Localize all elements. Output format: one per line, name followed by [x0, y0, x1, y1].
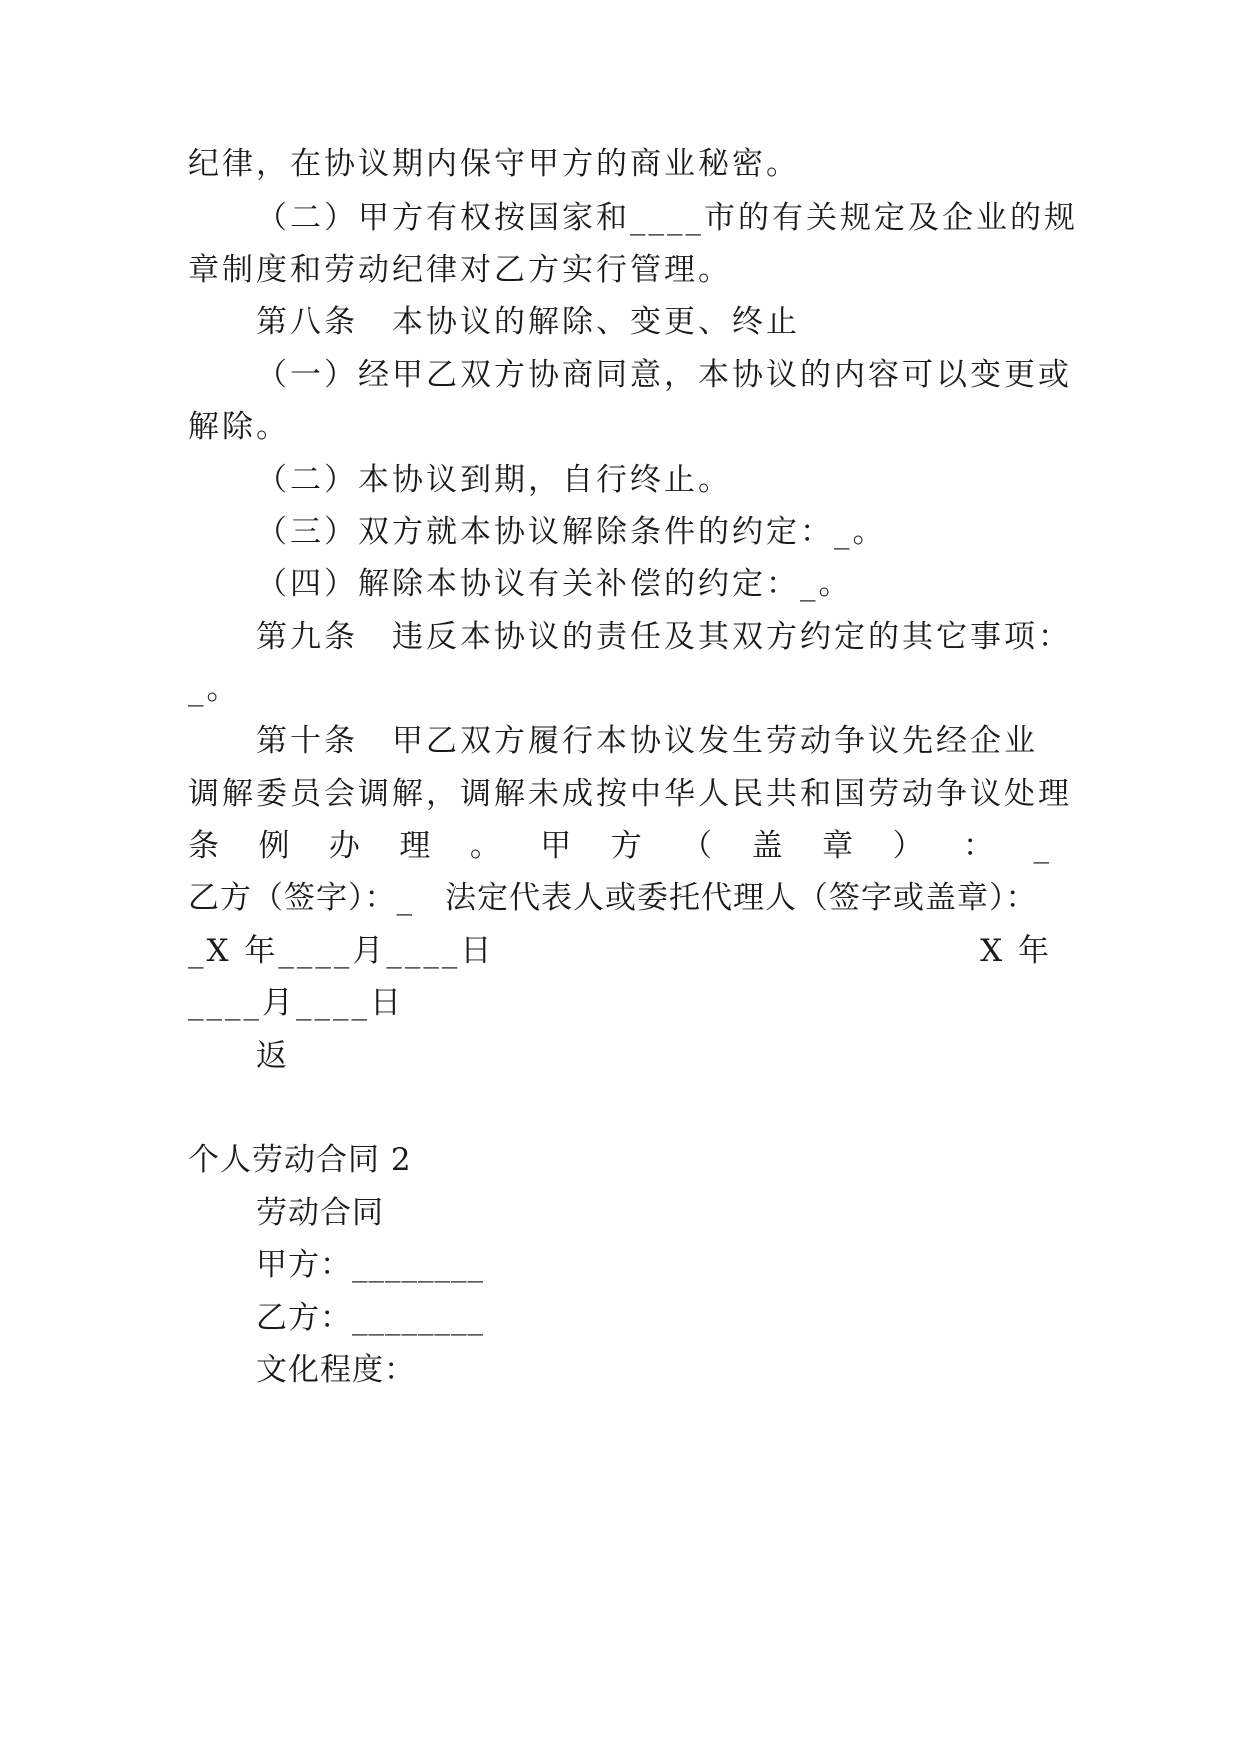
section-title: 个人劳动合同 2	[188, 1142, 412, 1178]
justified-char: _	[1033, 828, 1052, 864]
justified-char: 理	[399, 828, 434, 864]
paragraph-line: 调解委员会调解，调解未成按中华人民共和国劳动争议处理	[188, 776, 1072, 812]
paragraph-line: 解除。	[188, 409, 290, 445]
justified-char: 盖	[751, 828, 786, 864]
paragraph-line: _。	[188, 671, 241, 707]
paragraph-line: （四）解除本协议有关补偿的约定：_。	[256, 566, 853, 602]
date-right: X 年	[980, 933, 1052, 969]
paragraph-line: （二）甲方有权按国家和____市的有关规定及企业的规	[256, 200, 1078, 236]
article-heading: 第八条 本协议的解除、变更、终止	[256, 304, 800, 340]
party-a-field: 甲方：________	[256, 1247, 484, 1283]
date-line	[188, 931, 1052, 971]
article-heading: 第十条 甲乙双方履行本协议发生劳动争议先经企业	[256, 723, 1038, 759]
justified-char: 章	[822, 828, 857, 864]
justified-char: 条	[188, 828, 222, 864]
return-text: 返	[256, 1038, 290, 1074]
justified-char: 例	[258, 828, 293, 864]
justified-char: 方	[610, 828, 645, 864]
signature-line: 乙方（签字）：_ 法定代表人或委托代理人（签字或盖章）：	[188, 880, 1038, 916]
justified-char: 甲	[540, 828, 575, 864]
paragraph-line: 纪律，在协议期内保守甲方的商业秘密。	[188, 146, 800, 182]
paragraph-line: （二）本协议到期，自行终止。	[256, 462, 732, 498]
date-line: ____月____日	[188, 985, 404, 1021]
party-b-field: 乙方：________	[256, 1300, 484, 1336]
justified-char: （	[681, 828, 716, 864]
date-left: _X 年____月____日	[188, 933, 495, 969]
justified-char: 。	[469, 828, 504, 864]
justified-char: ）	[892, 828, 927, 864]
article-heading: 第九条 违反本协议的责任及其双方约定的其它事项：	[256, 619, 1072, 655]
paragraph-line: （三）双方就本协议解除条件的约定：_。	[256, 514, 887, 550]
paragraph-line: （一）经甲乙双方协商同意，本协议的内容可以变更或	[256, 357, 1072, 393]
contract-title: 劳动合同	[256, 1195, 384, 1231]
justified-signature-line	[188, 826, 1052, 866]
justified-char: ：	[962, 828, 997, 864]
justified-char: 办	[328, 828, 363, 864]
paragraph-line: 章制度和劳动纪律对乙方实行管理。	[188, 252, 732, 288]
education-field: 文化程度：	[256, 1352, 416, 1388]
